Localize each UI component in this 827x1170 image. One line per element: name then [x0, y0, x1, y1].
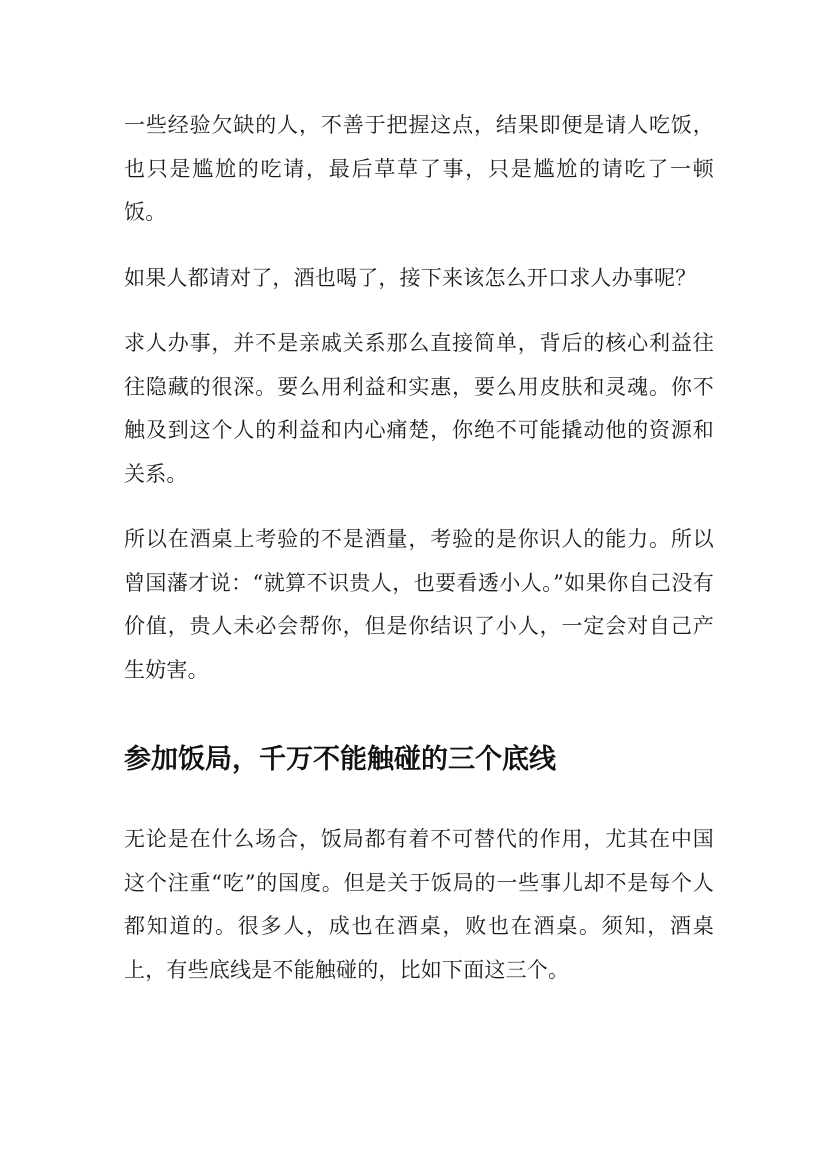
- article-body: [124, 104, 714, 1014]
- section-heading: 参加饭局，千万不能触碰的三个底线: [124, 744, 556, 775]
- paragraph-judge-people: 所以在酒桌上考验的不是酒量，考验的是你识人的能力。所以曾国藩才说：“就算不识贵人，也要看透小人。”如果你自己没有价值，贵人未必会帮你，但是你结识了小人，一定会对自己产生妨害。: [124, 527, 714, 682]
- paragraph-dinner-intro: 无论是在什么场合，饭局都有着不可替代的作用，尤其在中国这个注重“吃”的国度。但是关于饭局的一些事儿却不是每个人都知道的。很多人，成也在酒桌，败也在酒桌。须知，酒桌上，有些底线是不能触碰的，比如下面这三个。: [124, 827, 714, 982]
- paragraph-how-to-ask: 如果人都请对了，酒也喝了，接下来该怎么开口求人办事呢？: [124, 265, 697, 290]
- paragraph-inexperienced: 一些经验欠缺的人，不善于把握这点，结果即便是请人吃饭，也只是尴尬的吃请，最后草草了事，只是尴尬的请吃了一顿饭。: [124, 113, 714, 224]
- paragraph-core-interests: 求人办事，并不是亲戚关系那么直接简单，背后的核心利益往往隐藏的很深。要么用利益和实惠，要么用皮肤和灵魂。你不触及到这个人的利益和内心痛楚，你绝不可能撬动他的资源和关系。: [124, 331, 714, 486]
